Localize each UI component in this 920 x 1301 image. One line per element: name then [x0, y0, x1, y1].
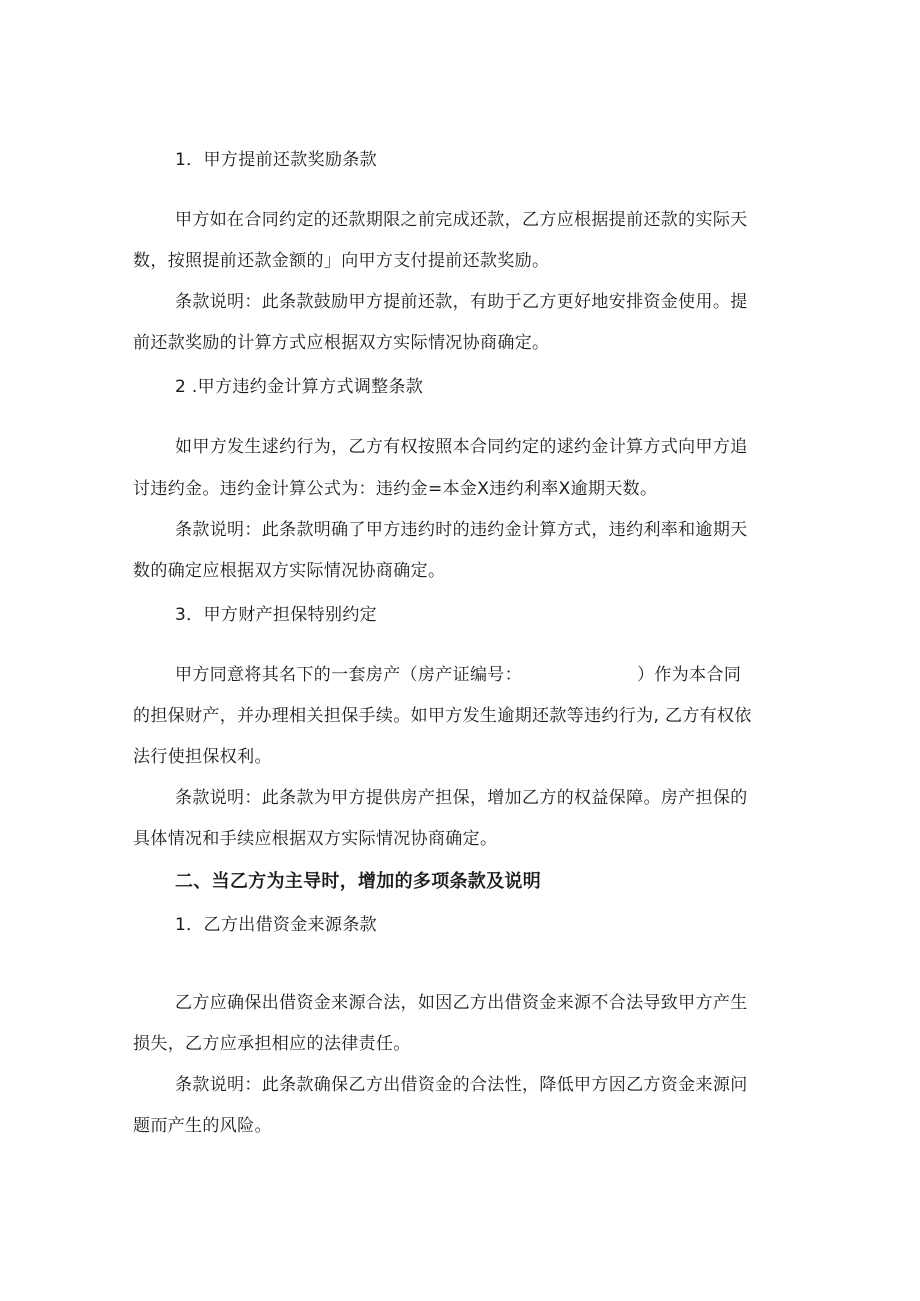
clause-3-text-line-2: 的担保财产，并办理相关担保手续。如甲方发生逾期还款等违约行为, 乙方有权依 [133, 706, 752, 726]
clause-3-note-line-2: 具体情况和手续应根据双方实际情况协商确定。 [133, 829, 498, 849]
clause-3-text-line-1: 甲方同意将其名下的一套房产（房产证编号： ）作为本合同 [175, 665, 742, 685]
clause-3-note-line-1: 条款说明：此条款为甲方提供房产担保，增加乙方的权益保障。房产担保的 [175, 788, 748, 808]
section-2-clause-1-title: 1．乙方出借资金来源条款 [175, 915, 378, 935]
clause-1-title: 1．甲方提前还款奖励条款 [175, 150, 378, 170]
clause-2-text-line-1: 如甲方发生逑约行为，乙方有权按照本合同约定的逑约金计算方式向甲方追 [175, 437, 748, 457]
clause-1-text-line-1: 甲方如在合同约定的还款期限之前完成还款，乙方应根据提前还款的实际天 [175, 210, 748, 230]
clause-2-note-line-2: 数的确定应根据双方实际情况协商确定。 [133, 561, 446, 581]
section-2-clause-1-text-line-1: 乙方应确保出借资金来源合法，如因乙方出借资金来源不合法导致甲方产生 [175, 993, 748, 1013]
clause-3-title: 3．甲方财产担保特别约定 [175, 605, 378, 625]
section-2-clause-1-text-line-2: 损失，乙方应承担相应的法律责任。 [133, 1034, 411, 1054]
clause-2-note-line-1: 条款说明：此条款明确了甲方违约时的违约金计算方式，违约利率和逾期天 [175, 520, 748, 540]
clause-1-note-line-2: 前还款奖励的计算方式应根据双方实际情况协商确定。 [133, 333, 550, 353]
section-2-clause-1-note-line-1: 条款说明：此条款确保乙方出借资金的合法性，降低甲方因乙方资金来源问 [175, 1075, 748, 1095]
clause-1-text-line-2: 数，按照提前还款金额的」向甲方支付提前还款奖励。 [133, 251, 550, 271]
section-2-clause-1-note-line-2: 题而产生的风险。 [133, 1116, 272, 1136]
section-2-heading: 二、当乙方为主导时，增加的多项条款及说明 [175, 871, 541, 891]
clause-2-title: 2 .甲方违约金计算方式调整条款 [175, 377, 424, 397]
clause-2-text-line-2: 讨违约金。违约金计算公式为：违约金=本金X违约利率X逾期天数。 [133, 479, 658, 499]
clause-1-note-line-1: 条款说明：此条款鼓励甲方提前还款，有助于乙方更好地安排资金使用。提 [175, 292, 748, 312]
clause-3-text-line-3: 法行使担保权利。 [133, 747, 272, 767]
